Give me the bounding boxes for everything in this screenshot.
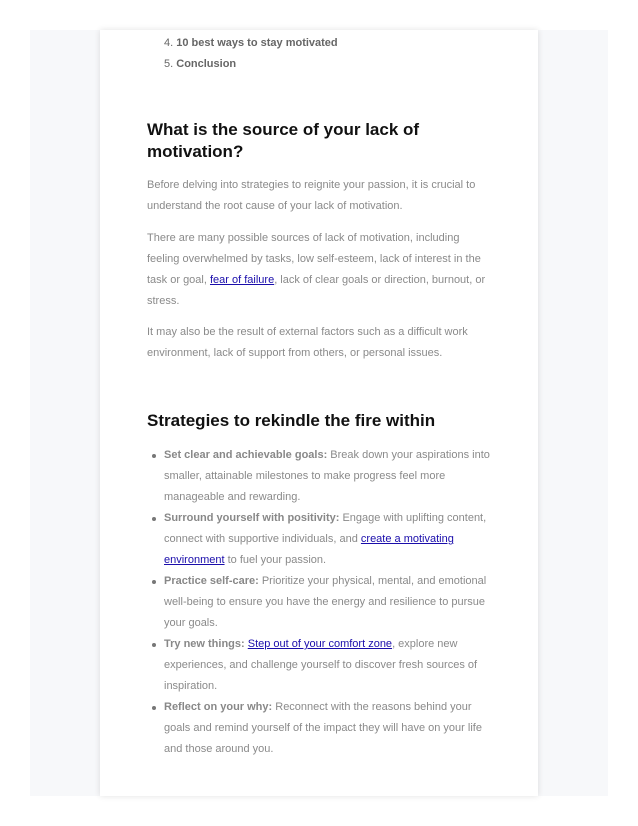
paragraph-text: , lack of clear goals or direction, burnout, or stress. xyxy=(147,274,486,307)
list-item xyxy=(164,697,494,760)
item-text: Reconnect with the reasons behind your goals and remind yourself of the impact they will have on your life and those around you. xyxy=(164,701,482,755)
bullet-icon xyxy=(152,517,156,521)
toc-number: 4. xyxy=(164,37,174,49)
fear-of-failure-link[interactable]: fear of failure xyxy=(209,274,275,286)
toc-item[interactable] xyxy=(164,54,338,75)
section-heading-source: What is the source of your lack of motivation? xyxy=(147,120,420,161)
paragraph: Before delving into strategies to reignite your passion, it is crucial to understand the root cause of your lack of motivation. xyxy=(147,179,476,212)
item-text: Engage with uplifting content, connect with supportive individuals, and xyxy=(164,512,487,545)
list-item xyxy=(164,571,494,634)
bullet-icon xyxy=(152,454,156,458)
item-text: , explore new experiences, and challenge yourself to discover fresh sources of inspiration. xyxy=(164,638,478,692)
list-item xyxy=(164,634,494,697)
bullet-icon xyxy=(152,706,156,710)
comfort-zone-link[interactable]: Step out of your comfort zone xyxy=(247,638,393,650)
item-title: Try new things: xyxy=(164,638,245,650)
paragraph-text: There are many possible sources of lack of motivation, including feeling overwhelmed by tasks, low self-esteem, lack of interest in the task or goal, xyxy=(147,232,481,286)
item-text: Prioritize your physical, mental, and emotional well-being to ensure you have the energy and resilience to pursue your goals. xyxy=(164,575,487,629)
item-title: Practice self-care: xyxy=(164,575,259,587)
bullet-icon xyxy=(152,643,156,647)
section-heading-strategies: Strategies to rekindle the fire within xyxy=(147,411,436,430)
toc-number: 5. xyxy=(164,58,174,70)
paragraph: It may also be the result of external factors such as a difficult work environment, lack of support from others, or personal issues. xyxy=(147,326,468,359)
document-page xyxy=(100,30,538,796)
item-title: Reflect on your why: xyxy=(164,701,273,713)
item-text: to fuel your passion. xyxy=(224,554,327,566)
item-title: Surround yourself with positivity: xyxy=(164,512,340,524)
item-text: Break down your aspirations into smaller, attainable milestones to make progress feel more manageable and rewarding. xyxy=(164,449,490,503)
list-item xyxy=(164,508,494,571)
item-title: Set clear and achievable goals: xyxy=(164,449,328,461)
list-item xyxy=(164,445,494,508)
toc-item[interactable] xyxy=(164,33,338,54)
motivating-environment-link[interactable]: create a motivating environment xyxy=(164,533,454,566)
toc-link[interactable]: 10 best ways to stay motivated xyxy=(176,37,338,49)
toc-link[interactable]: Conclusion xyxy=(176,58,237,70)
table-of-contents xyxy=(164,33,338,75)
bullet-icon xyxy=(152,580,156,584)
paragraph xyxy=(147,228,492,312)
strategies-list xyxy=(164,445,494,760)
